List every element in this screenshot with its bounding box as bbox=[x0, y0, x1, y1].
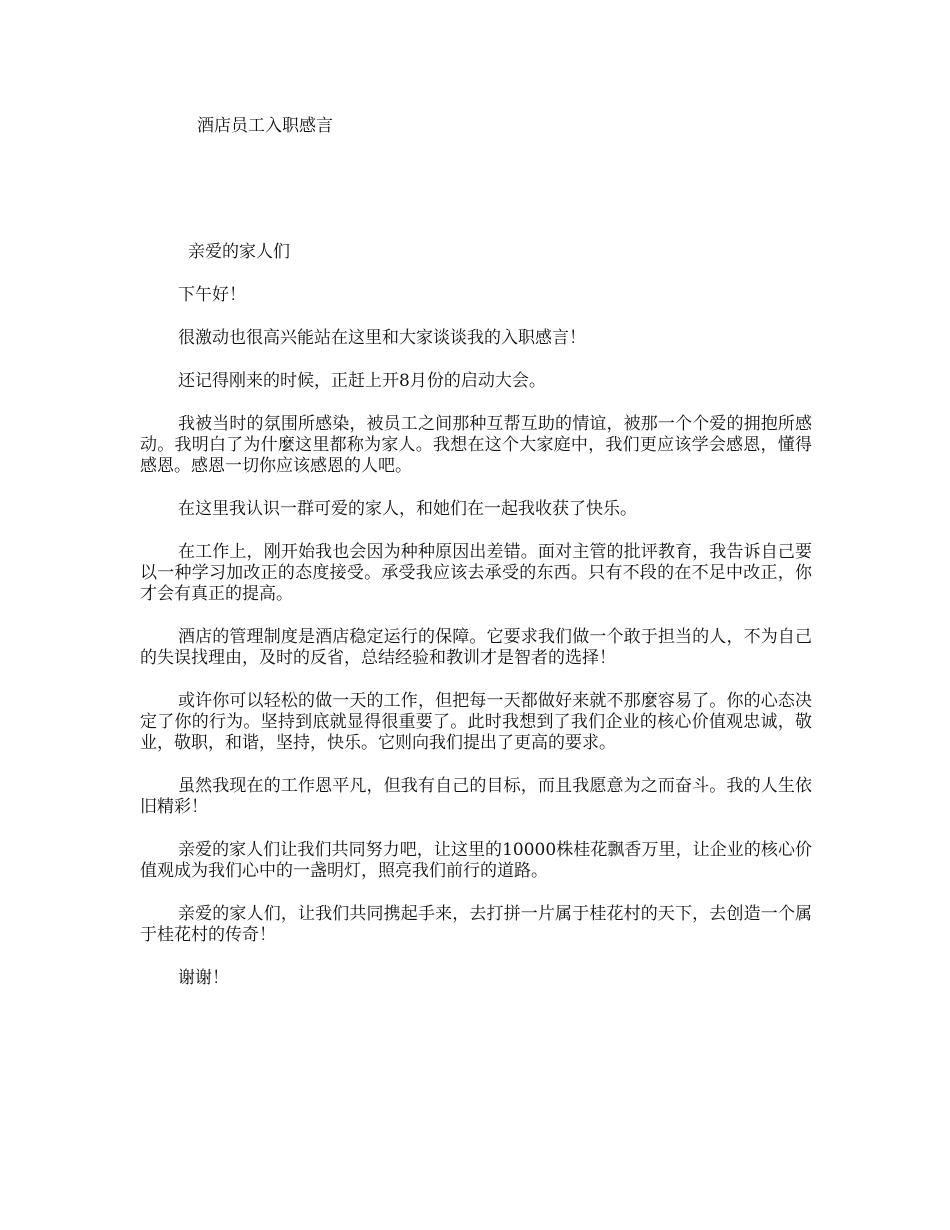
paragraph-attitude: 或许你可以轻松的做一天的工作，但把每一天都做好来就不那麼容易了。你的心态决定了你的行为。坚持到底就显得很重要了。此时我想到了我们企业的核心价值观忠诚，敬业，敬职，和谐，坚持，快乐。它则向我们提出了更高的要求。 bbox=[140, 691, 812, 753]
paragraph-thanks: 谢谢！ bbox=[178, 968, 229, 988]
paragraph-memory: 还记得刚来的时候，正赶上开8月份的启动大会。 bbox=[178, 371, 546, 391]
paragraph-greeting: 下午好！ bbox=[178, 285, 246, 305]
paragraph-goal: 虽然我现在的工作恩平凡，但我有自己的目标，而且我愿意为之而奋斗。我的人生依旧精彩！ bbox=[140, 776, 812, 817]
paragraph-atmosphere: 我被当时的氛围所感染，被员工之间那种互帮互助的情谊，被那一个个爱的拥抱所感动。我明白了为什麼这里都称为家人。我想在这个大家庭中，我们更应该学会感恩，懂得感恩。感恩一切你应该感恩的人吧。 bbox=[140, 414, 812, 476]
paragraph-family: 在这里我认识一群可爱的家人，和她们在一起我收获了快乐。 bbox=[178, 499, 637, 519]
paragraph-work: 在工作上，刚开始我也会因为种种原因出差错。面对主管的批评教育，我告诉自己要以一种学习加改正的态度接受。承受我应该去承受的东西。只有不段的在不足中改正，你才会有真正的提高。 bbox=[140, 542, 812, 604]
paragraph-management: 酒店的管理制度是酒店稳定运行的保障。它要求我们做一个敢于担当的人，不为自己的失误找理由，及时的反省，总结经验和教训才是智者的选择！ bbox=[140, 627, 812, 668]
paragraph-together: 亲爱的家人们，让我们共同携起手来，去打拼一片属于桂花村的天下，去创造一个属于桂花村的传奇！ bbox=[140, 904, 812, 945]
paragraph-effort: 亲爱的家人们让我们共同努力吧，让这里的10000株桂花飘香万里，让企业的核心价值观成为我们心中的一盏明灯，照亮我们前行的道路。 bbox=[140, 840, 812, 881]
salutation: 亲爱的家人们 bbox=[188, 242, 290, 262]
document-body bbox=[140, 285, 812, 1011]
document-title: 酒店员工入职感言 bbox=[197, 116, 333, 136]
paragraph-intro: 很激动也很高兴能站在这里和大家谈谈我的入职感言！ bbox=[178, 328, 586, 348]
